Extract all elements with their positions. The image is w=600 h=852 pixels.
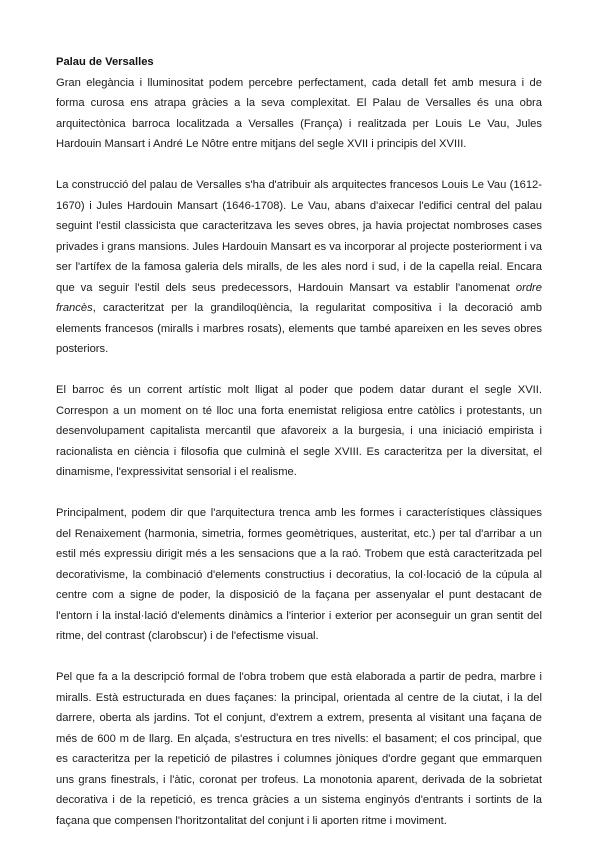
paragraph-architecture-features: Principalment, podem dir que l'arquitectura trenca amb les formes i característiques clàssiques del Renaixement (harmonia, simetria, formes geomètriques, austeritat, etc.) per tal d'arribar a un estil més expressiu dirigit més a les sensacions que a la raó. Trobem que està caracteritzada pel decorativisme, la combinació d'elements constructius i decoratius, la col·locació de la cúpula al centre com a signe de poder, la disposició de la façana per assenyalar el punt destacant de l'entorn i la instal·lació d'elements dinàmics a l'interior i exterior per aconseguir un gran sentit del ritme, del contrast (clarobscur) i de l'efectisme visual. xyxy=(56,507,542,642)
document-page xyxy=(56,52,542,852)
paragraph-intro: Gran elegància i lluminositat podem percebre perfectament, cada detall fet amb mesura i de forma curosa ens atrapa gràcies a la seva complexitat. El Palau de Versalles és una obra arquitectònica barroca localitzada a Versalles (França) i realitzada per Louis Le Vau, Jules Hardouin Mansart i André Le Nôtre entre mitjans del segle XVII i principis del XVIII. xyxy=(56,76,542,150)
paragraph-formal-description: Pel que fa a la descripció formal de l'obra trobem que està elaborada a partir de pedra, marbre i miralls. Està estructurada en dues façanes: la principal, orientada al centre de la ciutat, i la del darrere, oberta als jardins. Tot el conjunt, d'extrem a extrem, presenta al visitant una façana de més de 600 m de llarg. En alçada, s'estructura en tres nivells: el basament; el cos principal, que es caracteritza per la repetició de pilastres i columnes jòniques d'ordre gegant que emmarquen uns grans finestrals, i l'àtic, coronat per trofeus. La monotonia aparent, derivada de la sobrietat decorativa i de la repetició, es trenca gràcies a un sistema enginyós d'entrants i sortints de la façana que compensen l'horitzontalitat del conjunt i li aporten ritme i moviment. xyxy=(56,671,542,827)
paragraph-architects xyxy=(56,175,542,360)
paragraph-architects-text-after: , caracteritzat per la grandiloqüència, la regularitat compositiva i la decoració amb elements francesos (miralls i marbres rosats), elements que també apareixen en les seves obres posteriors. xyxy=(56,302,542,355)
document-title: Palau de Versalles xyxy=(56,56,154,68)
ordre-frances-emphasis: ordre francès xyxy=(56,281,542,314)
paragraph-architects-text-before: La construcció del palau de Versalles s'ha d'atribuir als arquitectes francesos Louis Le Vau (1612-1670) i Jules Hardouin Mansart (1646-1708). Le Vau, abans d'aixecar l'edifici central del palau seguint l'estil classicista que caracteritzava les seves obres, ja havia projectat nombroses cases privades i grans mansions. Jules Hardouin Mansart es va incorporar al projecte posteriorment i va ser l'artífex de la famosa galeria dels miralls, de les ales nord i sud, i de la capella reial. Encara que va seguir l'estil dels seus predecessors, Hardouin Mansart va establir l'anomenat xyxy=(56,179,542,294)
paragraph-baroque-context: El barroc és un corrent artístic molt lligat al poder que podem datar durant el segle XVII. Correspon a un moment on té lloc una forta enemistat religiosa entre catòlics i protestants, un desenvolupament capitalista mercantil que afavoreix a la burgesia, i una iniciació empirista i racionalista en ciència i filosofia que culminà el segle XVIII. Es caracteritza per la diversitat, el dinamisme, l'expressivitat sensorial i el realisme. xyxy=(56,384,542,478)
